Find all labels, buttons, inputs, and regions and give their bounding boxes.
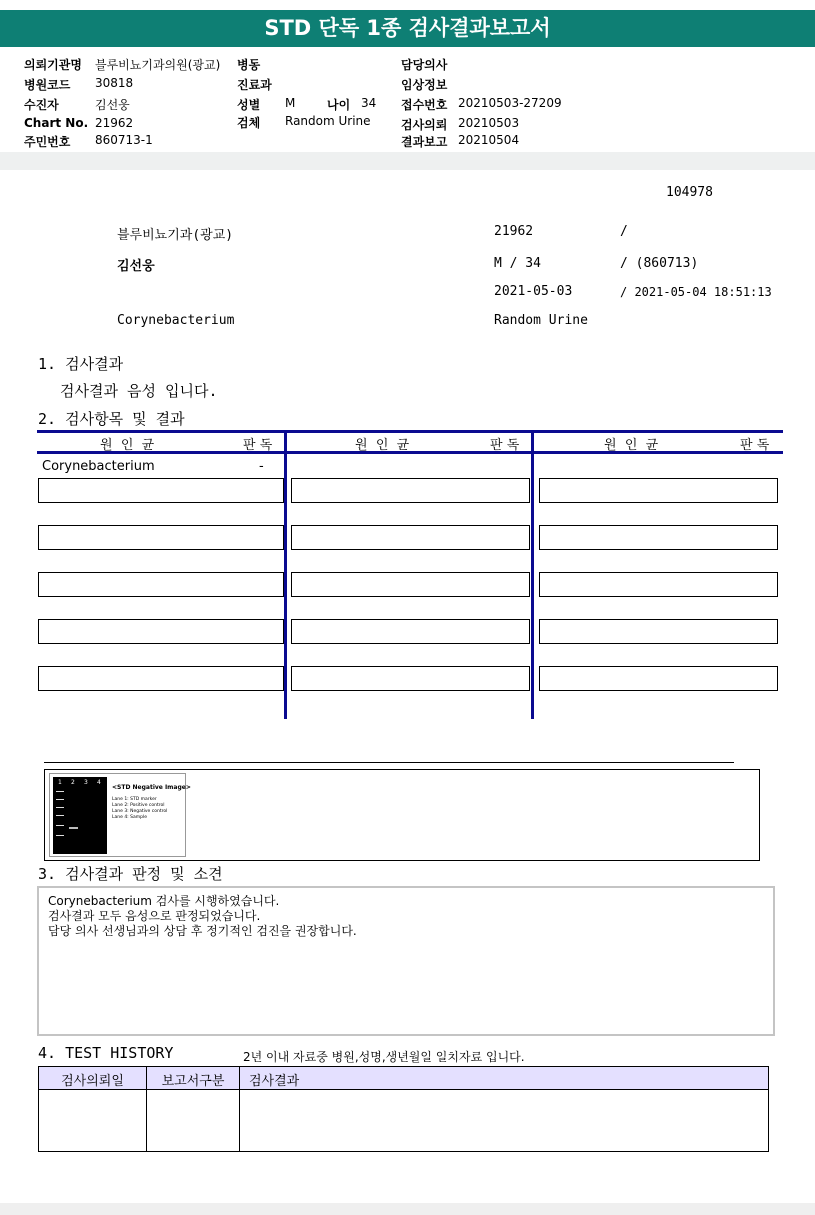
gel-band: [56, 825, 64, 826]
label-report-date: 결과보고: [401, 135, 448, 149]
table-cell: [38, 525, 284, 550]
lane-1-label: 1: [58, 779, 62, 786]
gel-lanes: [53, 777, 107, 854]
table-cell: [539, 478, 778, 503]
value-request-date: 20210503: [458, 116, 520, 130]
col-pathogen-3: 원 인 균: [604, 438, 659, 453]
history-col-divider: [239, 1067, 240, 1151]
section-1-title: 1. 검사결과: [38, 355, 124, 373]
value-chart-no: 21962: [95, 116, 134, 130]
table-cell: [38, 478, 284, 503]
gel-image-panel: [44, 769, 760, 861]
table-cell: [38, 619, 284, 644]
opinion-line: 검사결과 모두 음성으로 판정되었습니다.: [48, 909, 261, 923]
table-cell: [291, 572, 530, 597]
table-cell: [539, 525, 778, 550]
row-pathogen: Corynebacterium: [42, 459, 155, 474]
value-report-date: 20210504: [458, 133, 520, 147]
report-birth: / (860713): [620, 256, 699, 271]
report-patient: 김선웅: [117, 259, 155, 274]
table-cell: [291, 525, 530, 550]
table-cell: [539, 666, 778, 691]
section-1-text: 검사결과 음성 입니다.: [60, 382, 218, 400]
table-cell: [38, 666, 284, 691]
section-3-title: 3. 검사결과 판정 및 소견: [38, 865, 223, 883]
label-age: 나이: [327, 98, 351, 112]
gel-band: [56, 799, 64, 800]
gel-legend-4: Lane 4: Sample: [112, 815, 147, 820]
label-ward: 병동: [237, 58, 261, 72]
table-divider-1: [284, 433, 287, 719]
table-cell: [38, 572, 284, 597]
history-col-result: 검사결과: [249, 1074, 300, 1089]
history-col-request-date: 검사의뢰일: [61, 1074, 124, 1089]
table-cell: [291, 478, 530, 503]
gel-band-positive: [69, 827, 78, 829]
history-table: [38, 1066, 769, 1152]
col-pathogen-2: 원 인 균: [355, 438, 410, 453]
label-department: 진료과: [237, 78, 272, 92]
report-datetime: / 2021-05-04 18:51:13: [620, 285, 772, 299]
report-chart: 21962: [494, 224, 534, 239]
report-specimen: Random Urine: [494, 313, 588, 328]
label-doctor: 담당의사: [401, 58, 448, 72]
opinion-line: Corynebacterium 검사를 시행하였습니다.: [48, 894, 280, 908]
table-top-rule: [37, 430, 783, 433]
gel-image-title: <STD Negative Image>: [112, 784, 191, 791]
value-specimen: Random Urine: [285, 114, 371, 128]
label-request-date: 검사의뢰: [401, 118, 448, 132]
opinion-box: [37, 886, 775, 1036]
report-title: STD 단독 1종 검사결과보고서: [0, 10, 815, 47]
value-sex: M: [285, 96, 296, 110]
table-divider-2: [531, 433, 534, 719]
gel-band: [56, 815, 64, 816]
label-clinical-info: 임상정보: [401, 78, 448, 92]
value-hospital-code: 30818: [95, 76, 134, 90]
value-institution: 블루비뇨기과의원(광교): [95, 58, 221, 72]
gel-legend-3: Lane 3: Negative control: [112, 809, 168, 814]
value-age: 34: [361, 96, 377, 110]
page-footer: [0, 1203, 815, 1215]
col-result-2: 판 독: [490, 438, 520, 453]
gel-band: [56, 807, 64, 808]
report-number: 104978: [666, 185, 713, 200]
label-accession-no: 접수번호: [401, 98, 448, 112]
table-cell: [291, 619, 530, 644]
col-pathogen-1: 원 인 균: [100, 438, 155, 453]
col-result-1: 판 독: [243, 438, 273, 453]
label-sex: 성별: [237, 98, 261, 112]
image-top-rule: [44, 762, 734, 763]
label-chart-no: Chart No.: [24, 116, 89, 130]
gel-legend-1: Lane 1: STD marker: [112, 797, 157, 802]
gel-band: [56, 791, 64, 792]
value-resident-no: 860713-1: [95, 133, 153, 147]
history-col-report-type: 보고서구분: [161, 1074, 225, 1089]
report-test-name: Corynebacterium: [117, 313, 235, 328]
label-specimen: 검체: [237, 116, 261, 130]
label-resident-no: 주민번호: [24, 135, 71, 149]
value-patient: 김선웅: [95, 98, 130, 112]
table-cell: [539, 619, 778, 644]
gel-image: [49, 773, 191, 857]
report-sex-age: M / 34: [494, 256, 541, 271]
gel-band: [56, 835, 64, 836]
col-result-3: 판 독: [740, 438, 770, 453]
section-4-note: 2년 이내 자료중 병원,성명,생년월일 일치자료 입니다.: [243, 1050, 525, 1064]
lane-2-label: 2: [71, 779, 75, 786]
lane-4-label: 4: [97, 779, 101, 786]
row-result: -: [259, 459, 264, 474]
gel-legend-2: Lane 2: Positive control: [112, 803, 165, 808]
label-patient: 수진자: [24, 98, 59, 112]
header-divider: [0, 152, 815, 170]
table-cell: [539, 572, 778, 597]
value-accession-no: 20210503-27209: [458, 96, 562, 110]
report-request-date: 2021-05-03: [494, 284, 573, 299]
label-hospital-code: 병원코드: [24, 78, 71, 92]
report-slash: /: [620, 224, 628, 239]
lane-3-label: 3: [84, 779, 88, 786]
report-hospital: 블루비뇨기과(광교): [117, 228, 234, 243]
label-institution: 의뢰기관명: [24, 58, 82, 72]
section-2-title: 2. 검사항목 및 결과: [38, 410, 185, 428]
opinion-line: 담당 의사 선생님과의 상담 후 정기적인 검진을 권장합니다.: [48, 924, 357, 938]
section-4-title: 4. TEST HISTORY: [38, 1044, 174, 1062]
table-cell: [291, 666, 530, 691]
